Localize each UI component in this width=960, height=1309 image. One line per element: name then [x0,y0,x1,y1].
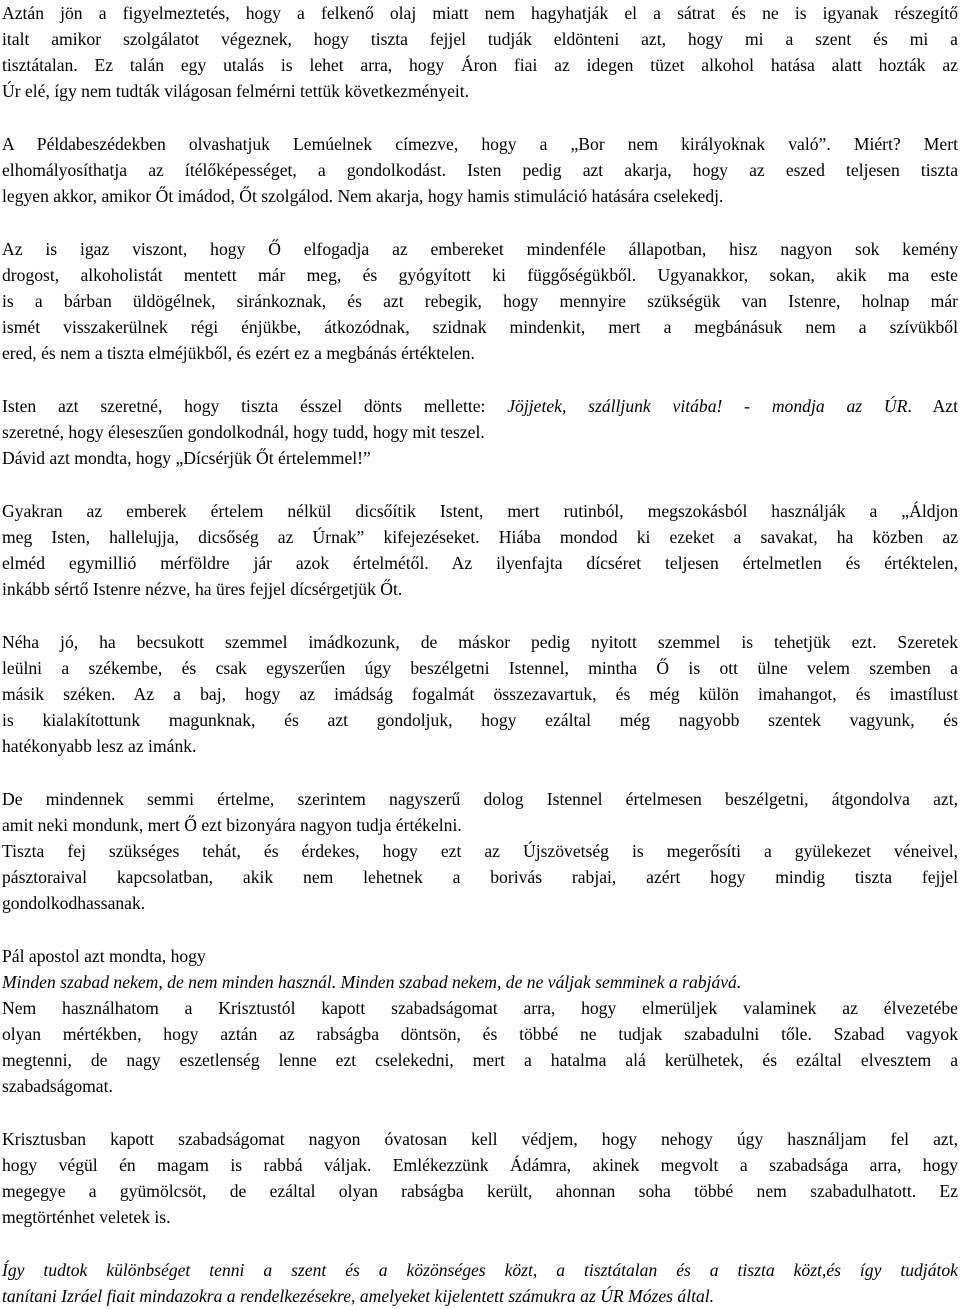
paragraph-clear-mind [2,393,958,471]
text-line: pásztoraival kapcsolatban, akik nem lehetnek a borivás rabjai, azért hogy mindig tiszta fejjel [2,867,958,887]
paragraph-freedom [2,1126,958,1230]
text-line: Néha jó, ha becsukott szemmel imádkozunk, de máskor pedig nyitott szemmel is tehetjük ezt. Szeretek [2,632,958,652]
text-line: Aztán jön a figyelmeztetés, hogy a felkenő olaj miatt nem hagyhatják el a sátrat és ne is igyanak részegítő [2,3,958,23]
paragraph-nazirite-warning [2,0,958,104]
text-run: . Azt [907,396,959,416]
text-line: megegye a gyümölcsöt, de ezáltal olyan rabságba került, ahonnan soha többé nem szabadulhatott. Ez [2,1181,958,1201]
text-line: Így tudtok különbséget tenni a szent és a közönséges közt, a tisztátalan és a tiszta közt,és így tudjátok [2,1260,958,1280]
text-line: italt amikor szolgálatot végeznek, hogy tiszta fejjel tudják eldönteni azt, hogy mi a szent és mi a [2,29,958,49]
text-line: gondolkodhassanak. [2,893,146,913]
paragraph-prayer [2,629,958,759]
text-line: elméd egymillió mérföldre jár azok értelmétől. Az ilyenfajta dícséret teljesen értelmetlen és értéktelen, [2,553,958,573]
text-line [2,393,958,419]
paragraph-paul [2,943,958,1099]
text-line: leülni a székembe, és csak egyszerűen úgy beszélgetni Istennel, mintha Ő is ott ülne velem szemben a [2,658,958,678]
text-line: másik széken. Az a baj, hogy az imádság fogalmát összezavartuk, és még külön imahangot, és imastílust [2,684,958,704]
text-line: Az is igaz viszont, hogy Ő elfogadja az embereket mindenféle állapotban, hisz nagyon sok kemény [2,239,958,259]
text-line: tisztátalan. Ez talán egy utalás is lehet arra, hogy Áron fiai az idegen tüzet alkohol hatása alatt hozták az [2,55,958,75]
text-line: szeretné, hogy éleseszűen gondolkodnál, hogy tudd, hogy mit teszel. [2,422,485,442]
paragraph-acceptance [2,236,958,366]
text-line: inkább sértő Istenre nézve, ha üres fejjel dícsérgetjük Őt. [2,579,403,599]
text-line: De mindennek semmi értelme, szerintem nagyszerű dolog Istennel értelmesen beszélgetni, átgondolva azt, [2,789,958,809]
text-line: megtenni, de nagy eszetlenség lenne ezt cselekedni, mert a hatalma alá kerülhetek, és ezáltal elvesztem a [2,1050,958,1070]
paragraph-meaningful-talk [2,786,958,916]
text-line: Nem használhatom a Krisztustól kapott szabadságomat arra, hogy elmerüljek valaminek az élvezetébe [2,998,958,1018]
text-line: szabadságomat. [2,1076,113,1096]
text-line: Tiszta fej szükséges tehát, és érdekes, hogy ezt az Újszövetség is megerősíti a gyülekezet véneivel, [2,841,958,861]
text-line: ered, és nem a tiszta elméjükből, és ezért ez a megbánás értéktelen. [2,343,475,363]
text-line: ismét visszakerülnek régi énjükbe, átkozódnak, szidnak mindenkit, mert a megbánásuk nem a szívükből [2,317,958,337]
document-page [2,0,958,1309]
text-line: legyen akkor, amikor Őt imádod, Őt szolgálod. Nem akarja, hogy hamis stimuláció hatására cselekedj. [2,186,724,206]
scripture-quote: Minden szabad nekem, de nem minden használ. Minden szabad nekem, de ne váljak semminek a rabjává. [2,972,742,992]
text-line: Úr elé, így nem tudták világosan felmérni tettük következményeit. [2,81,470,101]
text-line: olyan mértékben, hogy aztán az rabságba döntsön, és többé ne tudjak szabadulni tőle. Szabad vagyok [2,1024,958,1044]
text-line: is a bárban üldögélnek, siránkoznak, és azt rebegik, hogy mennyire szükségük van Istenre, holnap már [2,291,958,311]
text-line: amit neki mondunk, mert Ő ezt bizonyára nagyon tudja értékelni. [2,815,462,835]
text-line: A Példabeszédekben olvashatjuk Lemúelnek címezve, hogy a „Bor nem királyoknak való”. Miért? Mert [2,134,958,154]
text-line: hogy végül én magam is rabbá váljak. Emlékezzünk Ádámra, akinek megvolt a szabadsága arra, hogy [2,1155,958,1175]
paragraph-proverbs [2,131,958,209]
paragraph-routine-praise [2,498,958,602]
text-line: hatékonyabb lesz az imánk. [2,736,197,756]
text-line: Gyakran az emberek értelem nélkül dicsőítik Istent, mert rutinból, megszokásból használják a „Áldjon [2,501,958,521]
text-line: tanítani Izráel fiait mindazokra a rendelkezésekre, amelyeket kijelentett számukra az ÚR Mózes által. [2,1286,715,1306]
text-line: Dávid azt mondta, hogy „Dícsérjük Őt értelemmel!” [2,448,371,468]
scripture-quote: Jöjjetek, szálljunk vitába! - mondja az ÚR [507,396,908,416]
text-line: drogost, alkoholistát mentett már meg, és gyógyított ki függőségükből. Ugyanakkor, sokan, akik ma este [2,265,958,285]
text-line: meg Isten, hallelujja, dicsőség az Úrnak” kifejezéseket. Hiába mondod ki ezeket a savakat, ha közben az [2,527,958,547]
text-line: elhomályosíthatja az ítélőképességet, a gondolkodást. Isten pedig azt akarja, hogy az eszed teljesen tiszta [2,160,958,180]
text-line: is kialakítottunk magunknak, és azt gondoljuk, hogy ezáltal még nagyobb szentek vagyunk, és [2,710,958,730]
text-line: Pál apostol azt mondta, hogy [2,946,206,966]
text-line: megtörténhet veletek is. [2,1207,171,1227]
text-line: Krisztusban kapott szabadságomat nagyon óvatosan kell védjem, hogy nehogy úgy használjam fel azt, [2,1129,958,1149]
text-run: Isten azt szeretné, hogy tiszta ésszel dönts mellette: [2,396,508,416]
paragraph-closing-scripture [2,1257,958,1309]
